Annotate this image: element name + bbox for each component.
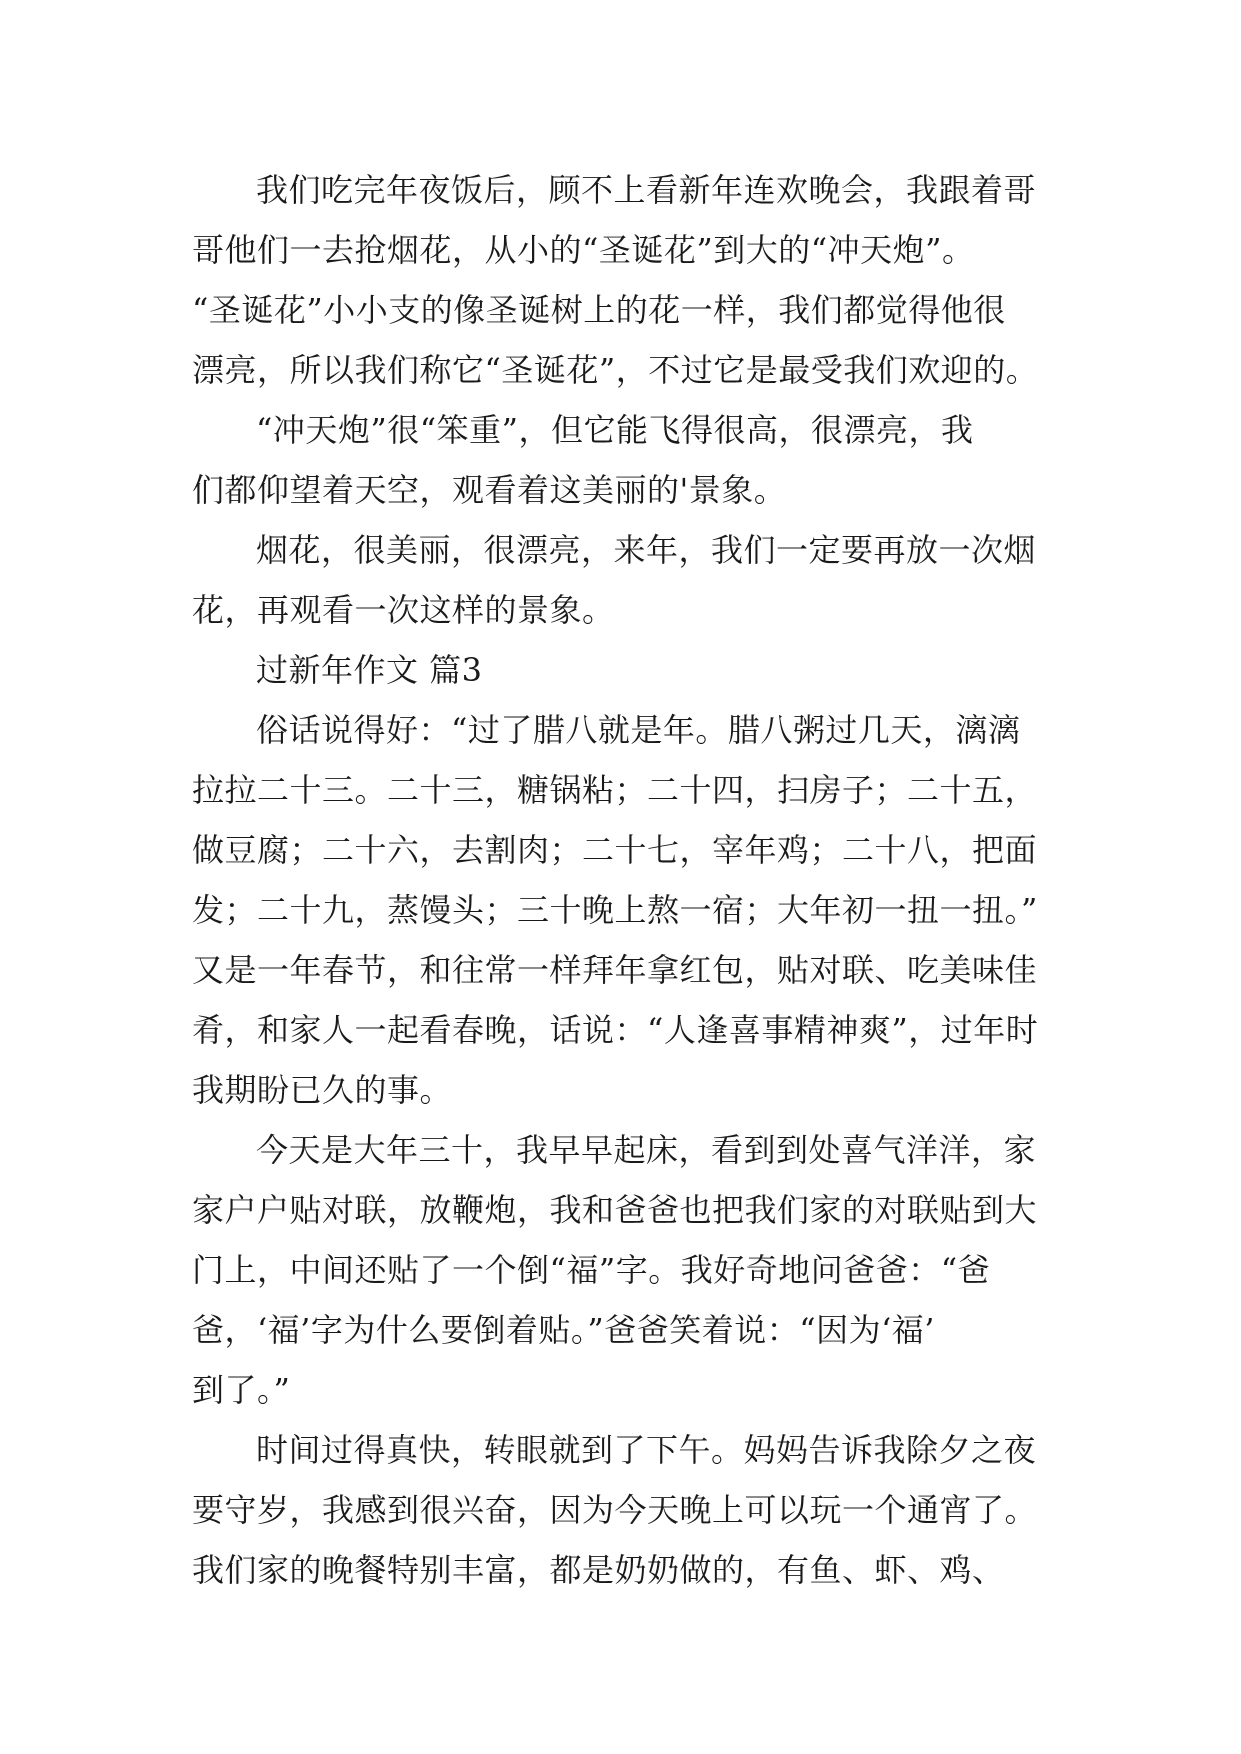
text-line: 俗话说得好：“过了腊八就是年。腊八粥过几天，漓漓 [256,711,1021,749]
document-body [192,160,1077,1600]
text-line: 我期盼已久的事。 [192,1071,453,1109]
text-line: 又是一年春节，和往常一样拜年拿红包，贴对联、吃美味佳 [192,951,1038,989]
text-line: 我们吃完年夜饭后，顾不上看新年连欢晚会，我跟着哥 [256,171,1037,209]
text-line: 烟花，很美丽，很漂亮，来年，我们一定要再放一次烟 [256,531,1037,569]
text-line: 发；二十九，蒸馒头；三十晚上熬一宿；大年初一扭一扭。” [192,891,1038,929]
text-line: 肴，和家人一起看春晚，话说：“人逢喜事精神爽”，过年时 [192,1011,1039,1049]
text-line: 花，再观看一次这样的景象。 [192,591,615,629]
text-line: 拉拉二十三。二十三，糖锅粘；二十四，扫房子；二十五， [192,771,1038,809]
text-line: 哥他们一去抢烟花，从小的“圣诞花”到大的“冲天炮”。 [192,231,975,269]
text-line: 做豆腐；二十六，去割肉；二十七，宰年鸡；二十八，把面 [192,831,1038,869]
text-line: 家户户贴对联，放鞭炮，我和爸爸也把我们家的对联贴到大 [192,1191,1038,1229]
text-line: 漂亮，所以我们称它“圣诞花”，不过它是最受我们欢迎的。 [192,351,1039,389]
text-line: 时间过得真快，转眼就到了下午。妈妈告诉我除夕之夜 [256,1431,1037,1469]
text-line: 我们家的晚餐特别丰富，都是奶奶做的，有鱼、虾、鸡、 [192,1551,1005,1589]
text-line: 们都仰望着天空，观看着这美丽的'景象。 [192,471,787,509]
text-line: “冲天炮”很“笨重”，但它能飞得很高，很漂亮，我 [256,411,974,449]
text-line: “圣诞花”小小支的像圣诞树上的花一样，我们都觉得他很 [192,291,1006,329]
text-line: 爸，‘福’字为什么要倒着贴。”爸爸笑着说：“因为‘福’ [192,1311,935,1349]
text-line: 到了。” [192,1371,291,1409]
text-line: 要守岁，我感到很兴奋，因为今天晚上可以玩一个通宵了。 [192,1491,1038,1529]
section-heading: 过新年作文 篇3 [256,651,483,689]
text-line: 今天是大年三十，我早早起床，看到到处喜气洋洋，家 [256,1131,1037,1169]
text-line: 门上，中间还贴了一个倒“福”字。我好奇地问爸爸：“爸 [192,1251,991,1289]
